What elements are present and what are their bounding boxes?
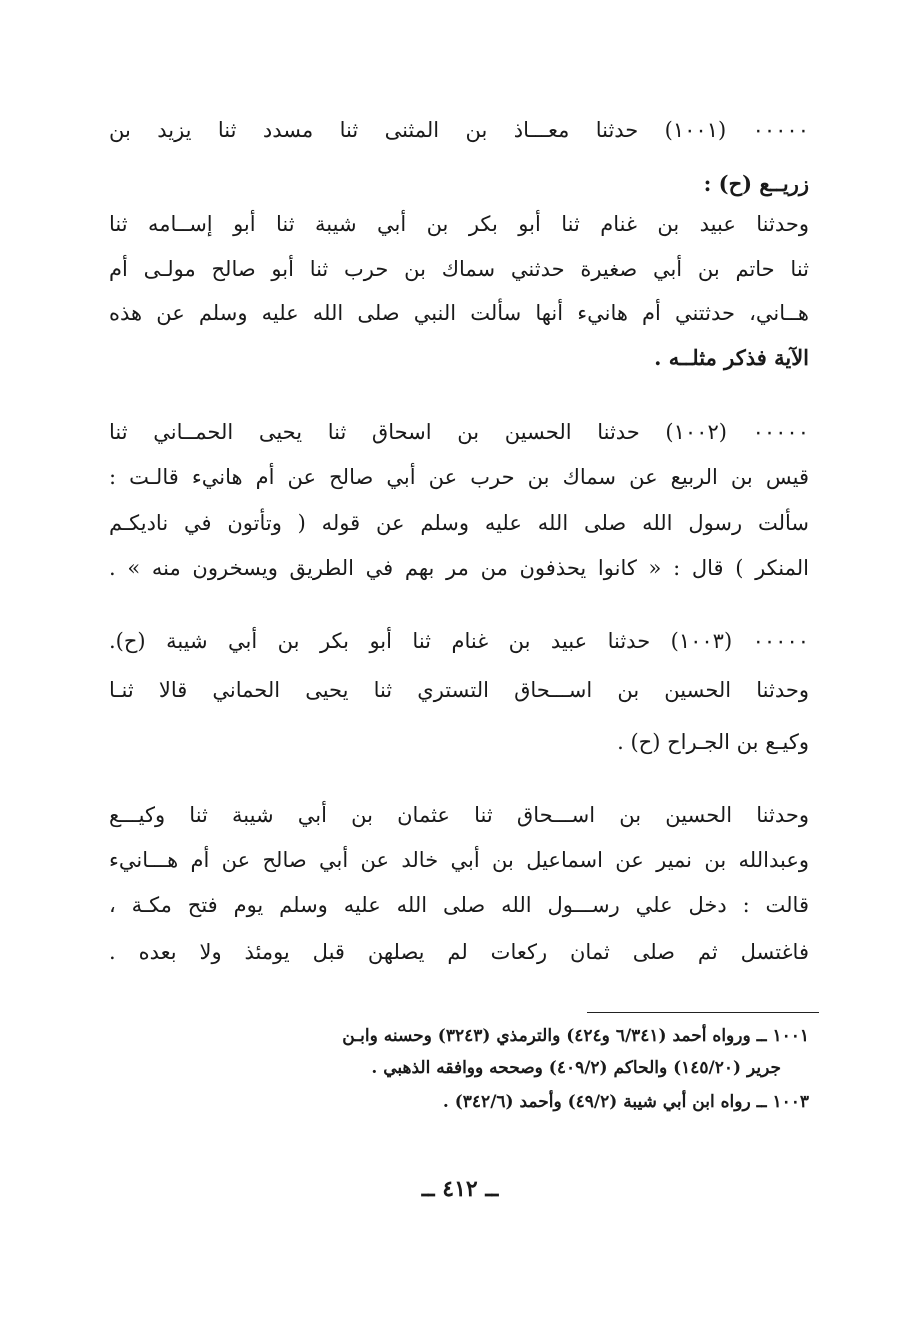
footnote-line: ١٠٠٣ ــ رواه ابن أبي شيبة (٤٩/٢) وأحمد (٣٤٢/٦) . bbox=[442, 1092, 809, 1112]
footnote-line: ١٠٠١ ــ ورواه أحمد (٦/٣٤١ و٤٢٤) والترمذي (٣٢٤٣) وحسنه وابـن bbox=[342, 1026, 809, 1046]
text-line: الآية فذكر مثلــه . bbox=[654, 345, 809, 370]
text-line: هــاني، حدثتني أم هانيء أنها سألت النبي صلى الله عليه وسلم عن هذه bbox=[109, 301, 809, 325]
text-line: فاغتسل ثم صلى ثمان ركعات لم يصلهن قبل يومئذ ولا بعده . bbox=[109, 940, 809, 964]
text-line: ٠٠٠٠٠ (١٠٠١) حدثنا معـــاذ بن المثنى ثنا مسدد ثنا يزيد بن bbox=[109, 118, 809, 142]
text-line: وكيـع بن الجـراح (ح) . bbox=[617, 730, 809, 754]
text-line: وحدثنا الحسين بن اســـحاق التستري ثنا يحيى الحماني قالا ثنـا bbox=[109, 678, 809, 702]
page-number: ــ ٤١٢ ــ bbox=[421, 1176, 499, 1202]
text-line: سألت رسول الله صلى الله عليه وسلم عن قوله ( وتأتون في ناديكـم bbox=[109, 511, 809, 535]
text-line: ٠٠٠٠٠ (١٠٠٣) حدثنا عبيد بن غنام ثنا أبو بكر بن أبي شيبة (ح). bbox=[109, 629, 809, 653]
text-line: المنكر ) قال : « كانوا يحذفون من مر بهم في الطريق ويسخرون منه » . bbox=[109, 556, 809, 580]
footnote-separator bbox=[587, 1012, 819, 1013]
text-line: وحدثنا عبيد بن غنام ثنا أبو بكر بن أبي شيبة ثنا أبو إســامه ثنا bbox=[109, 212, 809, 236]
text-line: وعبدالله بن نمير عن اسماعيل بن أبي خالد عن أبي صالح عن أم هـــانيء bbox=[109, 848, 809, 872]
footnote-line: جرير (١٤٥/٢٠) والحاكم (٤٠٩/٢) وصححه ووافقه الذهبي . bbox=[371, 1058, 781, 1078]
text-line: قالت : دخل علي رســـول الله صلى الله عليه وسلم يوم فتح مكـة ، bbox=[109, 893, 809, 917]
text-line: وحدثنا الحسين بن اســـحاق ثنا عثمان بن أبي شيبة ثنا وكيـــع bbox=[109, 803, 809, 827]
text-line: ٠٠٠٠٠ (١٠٠٢) حدثنا الحسين بن اسحاق ثنا يحيى الحمــاني ثنا bbox=[109, 420, 809, 444]
text-line: ثنا حاتم بن أبي صغيرة حدثني سماك بن حرب ثنا أبو صالح مولـى أم bbox=[109, 257, 809, 281]
text-line: قيس بن الربيع عن سماك بن حرب عن أبي صالح عن أم هانيء قالـت : bbox=[109, 465, 809, 489]
text-line: زريــع (ح) : bbox=[703, 171, 809, 196]
